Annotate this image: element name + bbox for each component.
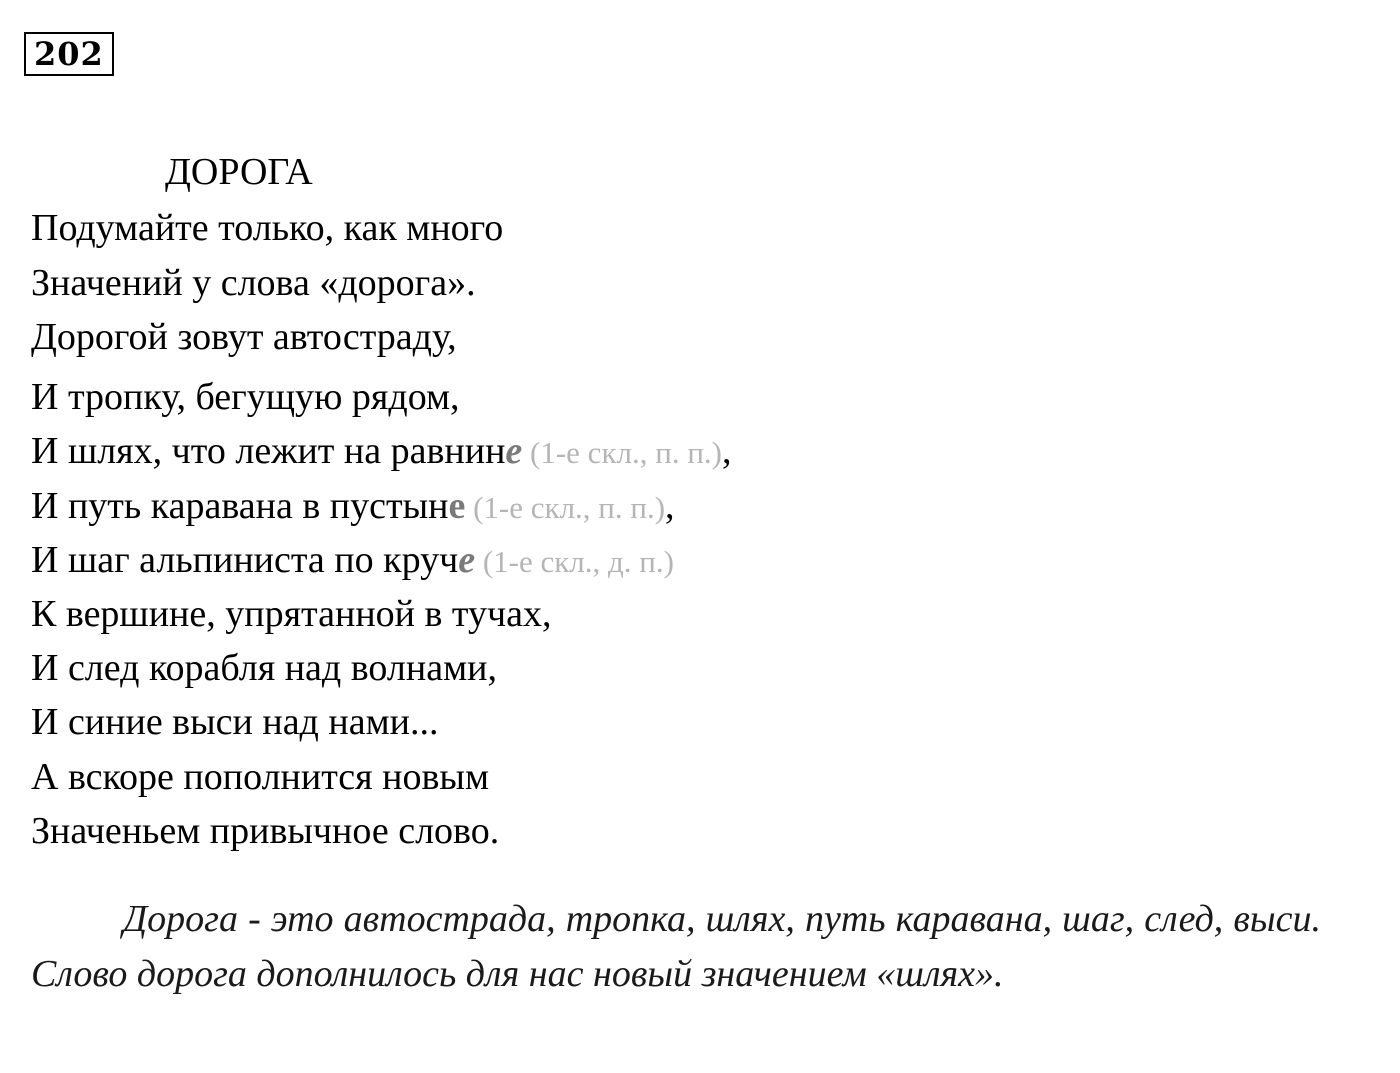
- poem-line-annotated: И шлях, что лежит на равнине (1-е скл., п. п.),: [31, 430, 732, 472]
- answer-paragraph: Дорога - это автострада, тропка, шлях, путь каравана, шаг, след, выси. Слово дорога дополнилось для нас новый значением «шлях».: [31, 898, 1321, 995]
- poem-line: И синие выси над нами...: [31, 701, 439, 743]
- poem-line: А вскоре пополнится новым: [31, 756, 490, 798]
- poem-line-annotated: И путь каравана в пустыне (1-е скл., п. п.),: [31, 485, 675, 527]
- grammar-note: (1-е скл., п. п.): [522, 435, 722, 470]
- poem-line-annotated: И шаг альпиниста по круче (1-е скл., д. п.): [31, 539, 674, 581]
- case-ending: е: [505, 430, 523, 472]
- poem-line: Подумайте только, как много: [31, 207, 504, 249]
- poem-line: К вершине, упрятанной в тучах,: [31, 593, 552, 635]
- poem-line: И след корабля над волнами,: [31, 647, 497, 689]
- grammar-note: (1-е скл., п. п.): [465, 490, 666, 525]
- poem-line: И тропку, бегущую рядом,: [31, 376, 460, 418]
- grammar-note: (1-е скл., д. п.): [475, 544, 674, 579]
- poem-title: ДОРОГА: [165, 151, 313, 193]
- case-ending: е: [458, 539, 476, 581]
- poem-line: Дорогой зовут автостраду,: [31, 316, 457, 358]
- poem-line: Значений у слова «дорога».: [31, 262, 476, 304]
- case-ending: е: [448, 485, 466, 527]
- exercise-number: 202: [24, 32, 114, 76]
- poem-line: Значеньем привычное слово.: [31, 810, 500, 852]
